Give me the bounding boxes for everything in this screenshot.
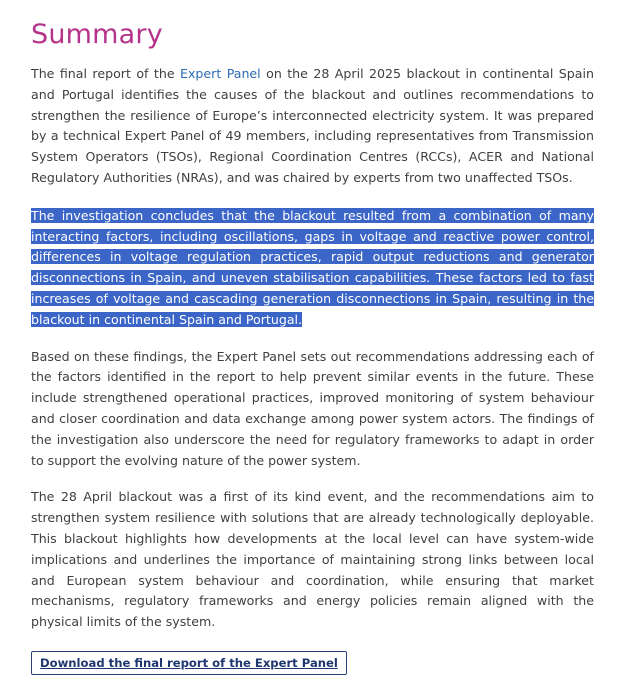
expert-panel-link[interactable]: Expert Panel	[180, 66, 261, 81]
recommendations-paragraph: Based on these findings, the Expert Panel sets out recommendations addressing each of the factors identified in the report to help prevent similar events in the future. These include strengthened operational practices, improved monitoring of system behaviour and closer coordination and data exchange among power system actors. The findings of the investigation also underscore the need for regulatory frameworks to adapt in order to support the evolving nature of the power system.	[31, 348, 594, 468]
intro-paragraph	[31, 64, 594, 189]
selected-text[interactable]: The investigation concludes that the blackout resulted from a combination of many interacting factors, including oscillations, gaps in voltage and reactive power control, differences in voltage regulation practices, rapid output reductions and generator disconnections in Spain, and uneven stabilisation capabilities. These factors led to fast increases of voltage and cascading generation disconnections in Spain, resulting in the blackout in continental Spain and Portugal.	[31, 207, 594, 327]
intro-text-after-link: on the 28 April 2025 blackout in continental Spain and Portugal identifies the causes of the blackout and outlines recommendations to strengthen the resilience of Europe’s interconnected electricity system. It was prepared by a technical Expert Panel of 49 members, including representatives from Transmission System Operators (TSOs), Regional Coordination Centres (RCCs), ACER and National Regulatory Authorities (NRAs), and was chaired by experts from two unaffected TSOs.	[31, 66, 594, 185]
investigation-paragraph	[31, 206, 594, 331]
download-report-button[interactable]: Download the final report of the Expert Panel	[31, 651, 347, 675]
conclusion-paragraph: The 28 April blackout was a first of its kind event, and the recommendations aim to strengthen system resilience with solutions that are already technologically deployable. This blackout highlights how developments at the local level can have system-wide implications and underlines the importance of maintaining strong links between local and European system behaviour and coordination, while ensuring that market mechanisms, regulatory frameworks and energy policies remain aligned with the physical limits of the system.	[31, 489, 594, 630]
page-title: Summary	[31, 19, 163, 50]
intro-text-before-link: The final report of the	[31, 66, 180, 81]
